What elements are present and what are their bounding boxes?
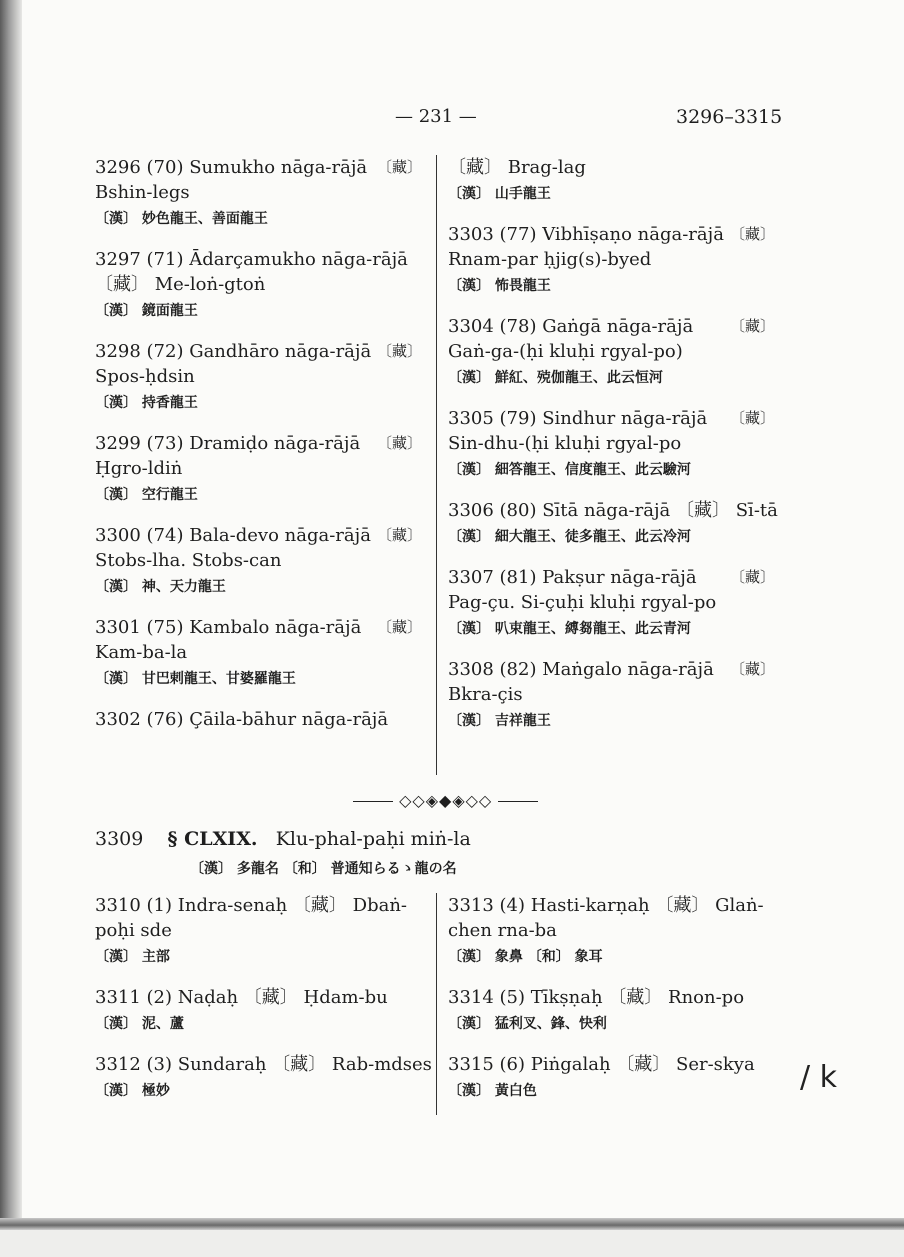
entry-headword: 3301 (75) Kambalo nāga-rājā 〔藏〕	[95, 617, 422, 638]
entry-headword: 3308 (82) Maṅgalo nāga-rājā 〔藏〕	[448, 659, 775, 680]
entry-chinese: 〔漢〕 細答龍王、信度龍王、此云驗河	[448, 462, 691, 478]
entry-headword: 3302 (76) Çāila-bāhur nāga-rājā	[95, 709, 389, 730]
tibetan-tag: 〔藏〕	[729, 409, 775, 427]
dictionary-entry	[95, 985, 430, 1036]
entry-chinese: 〔漢〕 細大龍王、徒多龍王、此云冷河	[448, 529, 691, 545]
entry-chinese: 〔漢〕 象鼻 〔和〕 象耳	[448, 949, 603, 965]
entry-chinese: 〔漢〕 極妙	[95, 1083, 170, 1099]
entry-chinese: 〔漢〕 主部	[95, 949, 170, 965]
tibetan-tag: 〔藏〕	[729, 225, 775, 243]
entry-headword: 3296 (70) Sumukho nāga-rājā 〔藏〕	[95, 157, 422, 178]
tibetan-tag: 〔藏〕	[376, 618, 422, 636]
entry-headword: 〔藏〕 Brag-lag	[448, 157, 586, 178]
dictionary-entry	[95, 893, 430, 969]
scan-edge-left	[0, 0, 22, 1257]
entry-tibetan: Sin-dhu-(ḥi kluḥi rgyal-po	[448, 433, 682, 454]
entry-chinese: 〔漢〕 泥、蘆	[95, 1016, 184, 1032]
scan-edge-bottom	[0, 1218, 904, 1230]
entry-headword: 3313 (4) Hasti-karṇaḥ 〔藏〕 Glaṅ-	[448, 895, 764, 916]
dictionary-entry	[448, 565, 783, 641]
section-number: 3309	[95, 828, 144, 850]
dictionary-entry	[448, 893, 783, 969]
lower-left-column	[95, 893, 430, 1119]
entry-headword: 3306 (80) Sītā nāga-rājā 〔藏〕 Sī-tā	[448, 500, 778, 521]
lower-right-column	[448, 893, 783, 1119]
entry-tibetan: 〔藏〕 Me-loṅ-gtoṅ	[95, 274, 266, 295]
entry-chinese: 〔漢〕 空行龍王	[95, 487, 198, 503]
entry-headword: 3314 (5) Tīkṣṇaḥ 〔藏〕 Rnon-po	[448, 987, 745, 1008]
ornament-rule-right	[498, 801, 538, 802]
tibetan-tag: 〔藏〕	[729, 660, 775, 678]
tibetan-tag: 〔藏〕	[376, 434, 422, 452]
dictionary-entry	[95, 155, 430, 231]
dictionary-entry	[448, 155, 783, 206]
dictionary-entry	[448, 406, 783, 482]
entry-headword: 3297 (71) Ādarçamukho nāga-rājā	[95, 249, 408, 270]
entry-tibetan: poḥi sde	[95, 920, 172, 941]
entry-headword: 3307 (81) Pakṣur nāga-rājā 〔藏〕	[448, 567, 775, 588]
entry-chinese: 〔漢〕 叭束龍王、縛芻龍王、此云青河	[448, 621, 691, 637]
entry-chinese: 〔漢〕 神、天力龍王	[95, 579, 226, 595]
entry-chinese: 〔漢〕 吉祥龍王	[448, 713, 551, 729]
entry-chinese: 〔漢〕 鮮紅、殑伽龍王、此云恒河	[448, 370, 663, 386]
section-ornament	[353, 791, 538, 810]
entry-chinese: 〔漢〕 猛利叉、鋒、快利	[448, 1016, 607, 1032]
column-divider-upper	[436, 155, 437, 775]
entry-headword: 3312 (3) Sundaraḥ 〔藏〕 Rab-mdses	[95, 1054, 432, 1075]
tibetan-tag: 〔藏〕	[729, 317, 775, 335]
entry-chinese: 〔漢〕 山手龍王	[448, 186, 551, 202]
dictionary-entry	[448, 222, 783, 298]
page-number: — 231 —	[395, 106, 477, 127]
dictionary-entry	[448, 985, 783, 1036]
dictionary-entry	[95, 523, 430, 599]
entry-range: 3296–3315	[676, 106, 783, 128]
dictionary-entry	[95, 707, 430, 732]
dictionary-entry	[95, 431, 430, 507]
upper-right-column	[448, 155, 783, 749]
entry-chinese: 〔漢〕 黃白色	[448, 1083, 537, 1099]
dictionary-entry	[448, 1052, 783, 1103]
section-mark: § CLXIX.	[167, 828, 258, 850]
entry-tibetan: Bshin-legs	[95, 182, 190, 203]
entry-tibetan: Ḥgro-ldiṅ	[95, 458, 183, 479]
entry-headword: 3310 (1) Indra-senaḥ 〔藏〕 Dbaṅ-	[95, 895, 408, 916]
entry-tibetan: chen rna-ba	[448, 920, 557, 941]
entry-headword: 3305 (79) Sindhur nāga-rājā 〔藏〕	[448, 408, 775, 429]
entry-tibetan: Kam-ba-la	[95, 642, 188, 663]
section-title: Klu-phal-paḥi miṅ-la	[275, 828, 471, 850]
dictionary-entry	[95, 615, 430, 691]
tibetan-tag: 〔藏〕	[376, 342, 422, 360]
entry-headword: 3304 (78) Gaṅgā nāga-rājā 〔藏〕	[448, 316, 775, 337]
entry-tibetan: Spos-ḥdsin	[95, 366, 195, 387]
section-heading	[95, 828, 471, 850]
dictionary-entry	[448, 314, 783, 390]
entry-chinese: 〔漢〕 妙色龍王、善面龍王	[95, 211, 268, 227]
dictionary-entry	[448, 657, 783, 733]
entry-chinese: 〔漢〕 鏡面龍王	[95, 303, 198, 319]
ornament-rule-left	[353, 801, 393, 802]
entry-chinese: 〔漢〕 怖畏龍王	[448, 278, 551, 294]
ornament-glyphs: ◇◇◈◆◈◇◇	[399, 791, 493, 810]
dictionary-entry	[95, 247, 430, 323]
upper-left-column	[95, 155, 430, 748]
handwritten-note: / k	[800, 1060, 838, 1095]
entry-tibetan: Rnam-par ḥjig(s)-byed	[448, 249, 652, 270]
entry-headword: 3300 (74) Bala-devo nāga-rājā 〔藏〕	[95, 525, 422, 546]
tibetan-tag: 〔藏〕	[376, 158, 422, 176]
entry-tibetan: Bkra-çis	[448, 684, 523, 705]
entry-headword: 3298 (72) Gandhāro nāga-rājā 〔藏〕	[95, 341, 422, 362]
entry-headword: 3315 (6) Piṅgalaḥ 〔藏〕 Ser-skya	[448, 1054, 755, 1075]
dictionary-entry	[95, 339, 430, 415]
column-divider-lower	[436, 893, 437, 1115]
tibetan-tag: 〔藏〕	[729, 568, 775, 586]
scan-margin-bottom	[0, 1230, 904, 1257]
entry-headword: 3311 (2) Naḍaḥ 〔藏〕 Ḥdam-bu	[95, 987, 388, 1008]
entry-tibetan: Stobs-lha. Stobs-can	[95, 550, 282, 571]
entry-tibetan: Gaṅ-ga-(ḥi kluḥi rgyal-po)	[448, 341, 683, 362]
entry-chinese: 〔漢〕 持香龍王	[95, 395, 198, 411]
dictionary-entry	[448, 498, 783, 549]
entry-chinese: 〔漢〕 甘巴剌龍王、甘婆羅龍王	[95, 671, 296, 687]
dictionary-entry	[95, 1052, 430, 1103]
entry-tibetan: Pag-çu. Si-çuḥi kluḥi rgyal-po	[448, 592, 717, 613]
entry-headword: 3303 (77) Vibhīṣaṇo nāga-rājā 〔藏〕	[448, 224, 775, 245]
section-chinese-japanese: 〔漢〕 多龍名 〔和〕 普通知らるゝ龍の名	[190, 861, 457, 877]
entry-headword: 3299 (73) Dramiḍo nāga-rājā 〔藏〕	[95, 433, 422, 454]
tibetan-tag: 〔藏〕	[376, 526, 422, 544]
